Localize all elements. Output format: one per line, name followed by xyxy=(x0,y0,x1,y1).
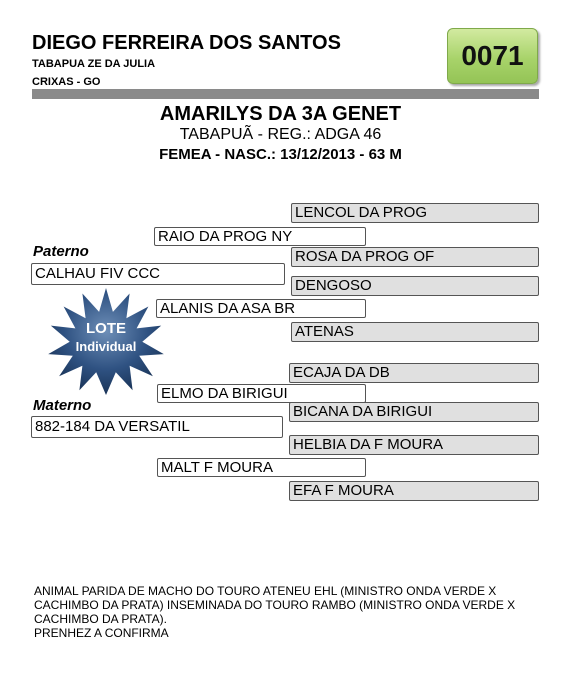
pedigree-sire-sire-dam: ROSA DA PROG OF xyxy=(291,247,539,267)
owner-farm: TABAPUA ZE DA JULIA xyxy=(32,58,156,70)
pedigree-dam-dam: MALT F MOURA xyxy=(157,458,366,477)
pedigree-sire-sire: RAIO DA PROG NY xyxy=(154,227,366,246)
lot-badge-line1: LOTE xyxy=(86,320,126,337)
pedigree-sire: CALHAU FIV CCC xyxy=(31,263,285,285)
maternal-label: Materno xyxy=(33,397,92,414)
paternal-label: Paterno xyxy=(33,243,89,260)
pedigree-dam-dam-sire: HELBIA DA F MOURA xyxy=(289,435,539,455)
lot-number-badge: 0071 xyxy=(447,28,538,84)
remarks-block xyxy=(34,584,534,640)
remarks-text: ANIMAL PARIDA DE MACHO DO TOURO ATENEU EHL (MINISTRO ONDA VERDE X CACHIMBO DA PRATA) INSEMINADA DO TOURO RAMBO (MINISTRO ONDA VERDE X CACHIMBO DA PRATA). xyxy=(34,584,516,626)
animal-sex-birth: FEMEA - NASC.: 13/12/2013 - 63 M xyxy=(159,146,402,163)
pedigree-sire-dam-dam: ATENAS xyxy=(291,322,539,342)
pedigree-sire-dam: ALANIS DA ASA BR xyxy=(156,299,366,318)
animal-name: AMARILYS DA 3A GENET xyxy=(159,103,402,125)
pedigree-dam-sire-sire: ECAJA DA DB xyxy=(289,363,539,383)
owner-name: DIEGO FERREIRA DOS SANTOS xyxy=(32,32,341,54)
remarks-status: PRENHEZ A CONFIRMA xyxy=(34,626,169,640)
pedigree-sire-sire-sire: LENCOL DA PROG xyxy=(291,203,539,223)
pedigree-dam-dam-dam: EFA F MOURA xyxy=(289,481,539,501)
pedigree-dam: 882-184 DA VERSATIL xyxy=(31,416,283,438)
pedigree-dam-sire-dam: BICANA DA BIRIGUI xyxy=(289,402,539,422)
pedigree-dam-sire: ELMO DA BIRIGUI xyxy=(157,384,366,403)
animal-breed-registration: TABAPUÃ - REG.: ADGA 46 xyxy=(179,126,382,143)
pedigree-sire-dam-sire: DENGOSO xyxy=(291,276,539,296)
owner-city: CRIXAS - GO xyxy=(32,76,101,88)
header-divider xyxy=(32,89,539,99)
lot-badge-line2: Individual xyxy=(75,339,137,354)
